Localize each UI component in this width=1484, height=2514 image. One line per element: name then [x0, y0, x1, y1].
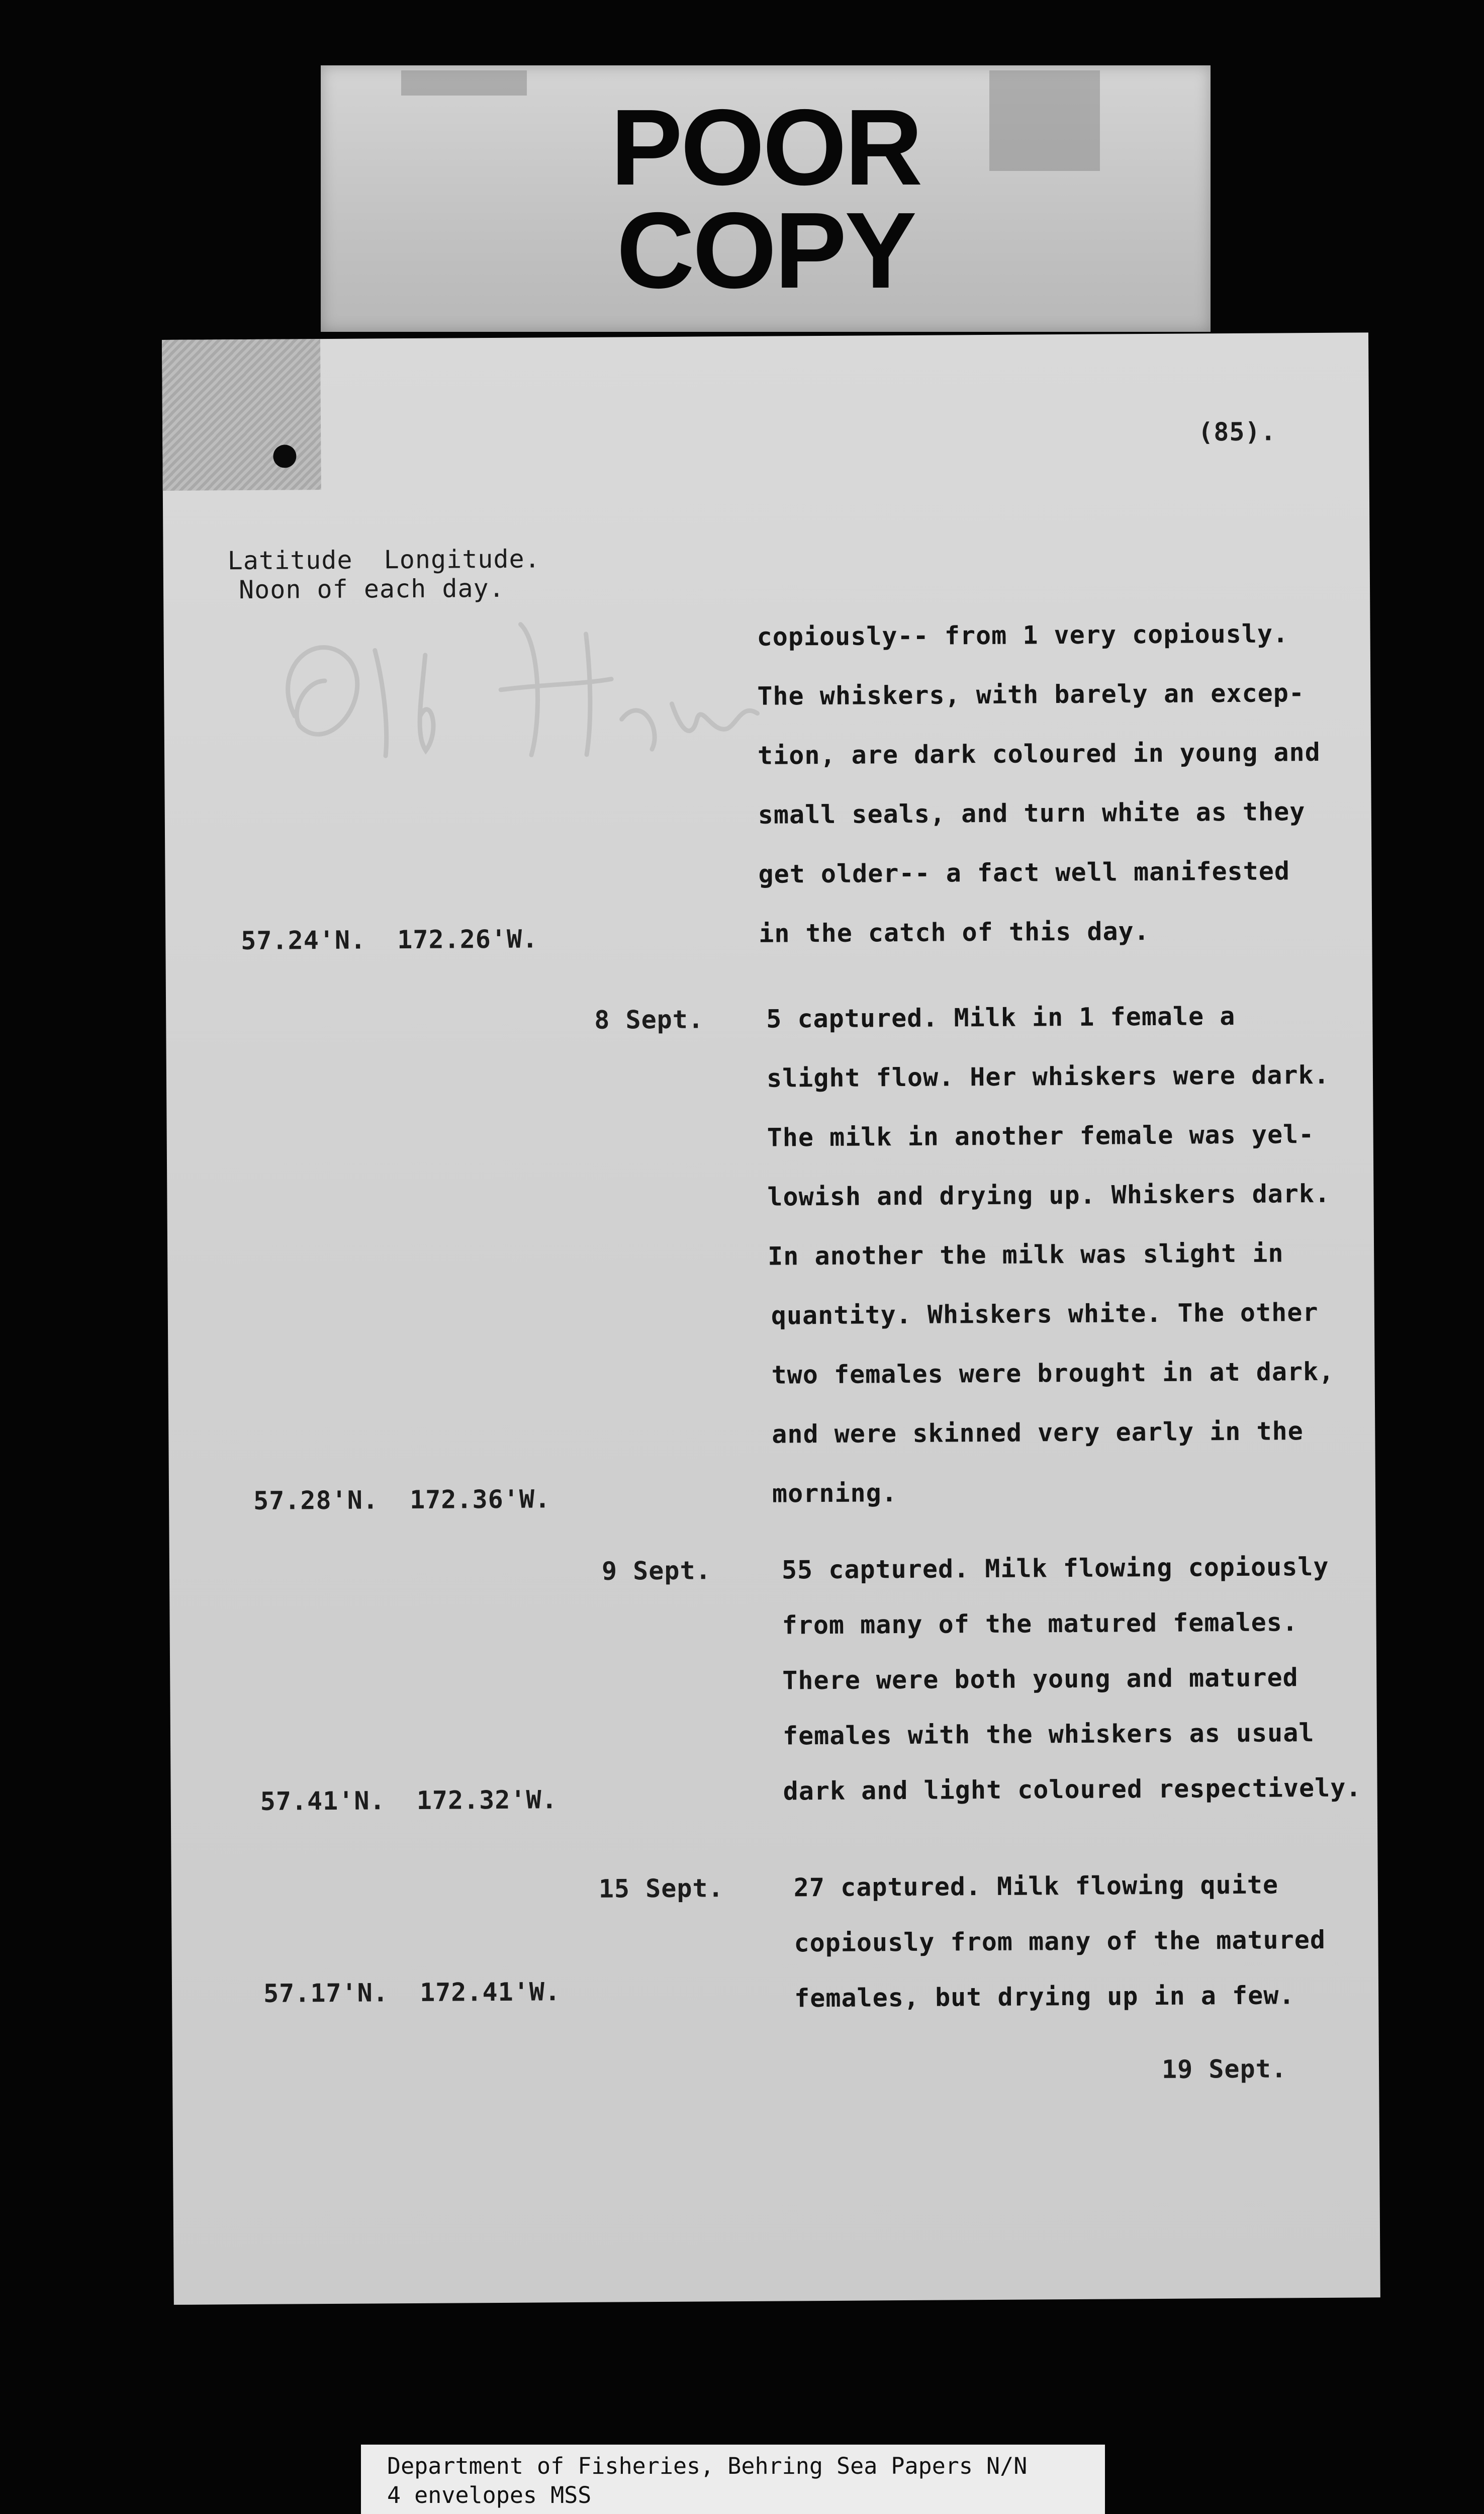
body-line: dark and light coloured respectively. [783, 1773, 1362, 1806]
body-line: quantity. Whiskers white. The other [771, 1297, 1319, 1330]
position-entry: 57.28'N. 172.36'W. [253, 1484, 551, 1515]
poor-copy-label [321, 65, 1211, 332]
body-line: small seals, and turn white as they [758, 797, 1306, 830]
body-line: in the catch of this day. [759, 917, 1150, 948]
body-line: slight flow. Her whiskers were dark. [766, 1060, 1330, 1093]
column-header-line-1: Latitude Longitude. [227, 544, 540, 576]
body-line: 27 captured. Milk flowing quite [793, 1870, 1279, 1903]
page-number: (85). [1197, 417, 1276, 447]
body-line: females with the whiskers as usual [782, 1718, 1315, 1751]
label-tape-patch [989, 70, 1100, 171]
body-line: The whiskers, with barely an excep- [757, 678, 1305, 711]
column-header-line-2: Noon of each day. [238, 573, 505, 605]
department-label-line-1: Department of Fisheries, Behring Sea Papers N/N [387, 2453, 1028, 2479]
department-label [361, 2445, 1105, 2514]
position-entry: 57.17'N. 172.41'W. [263, 1977, 561, 2008]
body-line: lowish and drying up. Whiskers dark. [767, 1179, 1331, 1212]
body-line: copiously-- from 1 very copiously. [757, 619, 1289, 652]
poor-copy-line-2: COPY [616, 190, 915, 311]
poor-copy-line-1: POOR [610, 86, 921, 208]
page-corner-tab [162, 339, 321, 491]
date-entry: 9 Sept. [601, 1556, 711, 1586]
body-line: 55 captured. Milk flowing copiously [781, 1552, 1329, 1585]
body-line: from many of the matured females. [782, 1607, 1298, 1640]
position-entry: 57.41'N. 172.32'W. [260, 1785, 558, 1816]
body-line: females, but drying up in a few. [794, 1981, 1295, 2013]
body-line: copiously from many of the matured [794, 1925, 1326, 1958]
body-line: two females were brought in at dark, [771, 1357, 1335, 1390]
body-line: get older-- a fact well manifested [758, 856, 1290, 889]
body-line: 5 captured. Milk in 1 female a [766, 1001, 1236, 1034]
document-page [162, 332, 1380, 2305]
punch-hole [273, 444, 296, 468]
body-line: tion, are dark coloured in young and [757, 737, 1321, 770]
body-line: There were both young and matured [782, 1663, 1298, 1695]
faded-handwriting-watermark [259, 602, 793, 786]
date-entry: 8 Sept. [594, 1005, 704, 1035]
date-entry: 15 Sept. [598, 1873, 724, 1904]
label-tape-patch [401, 70, 527, 96]
position-entry: 57.24'N. 172.26'W. [241, 924, 538, 956]
footer-date: 19 Sept. [1161, 2054, 1287, 2084]
department-label-line-2: 4 envelopes MSS [387, 2482, 592, 2508]
body-line: In another the milk was slight in [767, 1238, 1284, 1271]
body-line: and were skinned very early in the [772, 1416, 1304, 1449]
body-line: morning. [772, 1478, 898, 1508]
body-line: The milk in another female was yel- [767, 1120, 1315, 1152]
